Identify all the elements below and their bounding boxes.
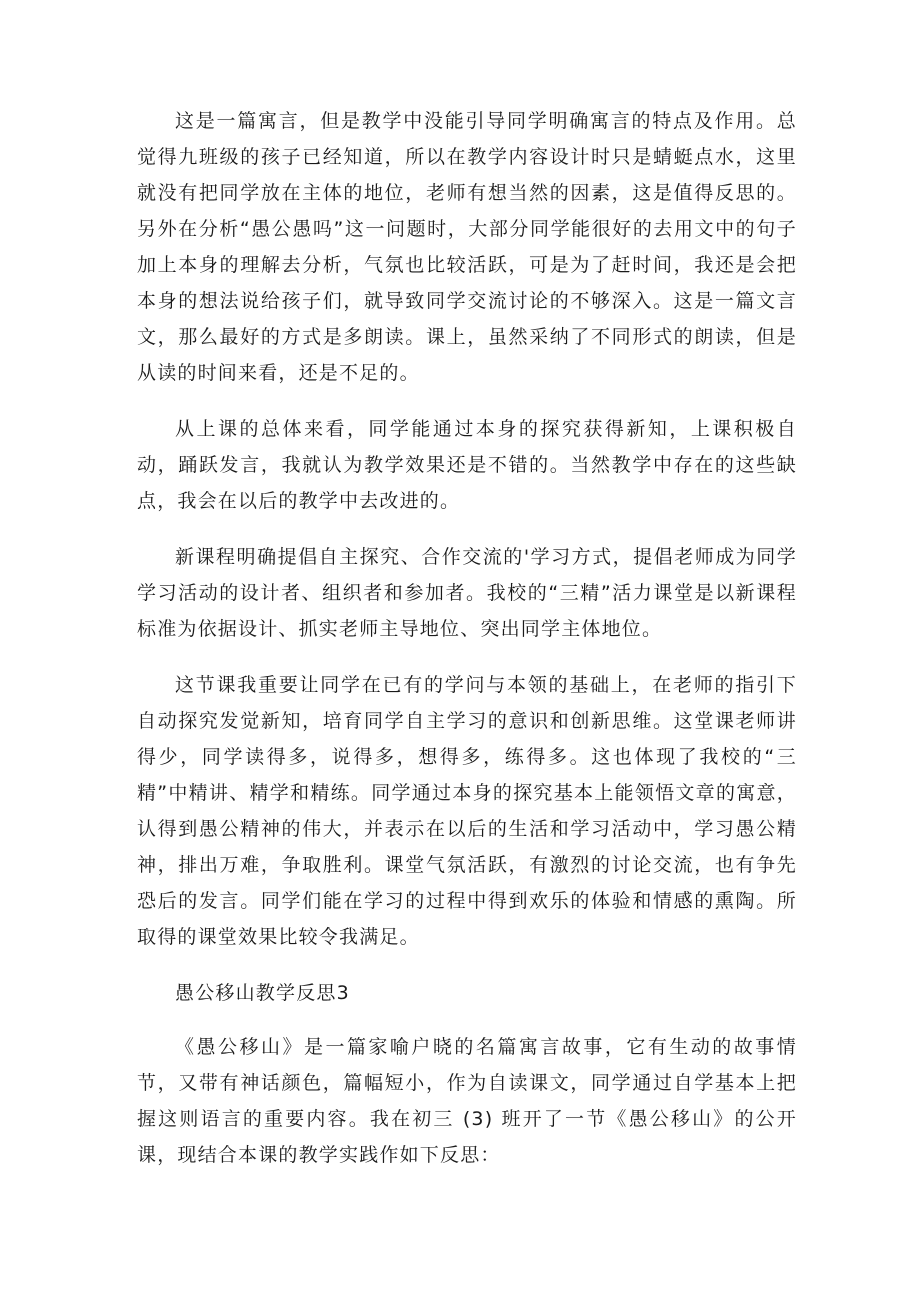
- paragraph-lesson-summary: 这节课我重要让同学在已有的学问与本领的基础上，在老师的指引下自动探究发觉新知，培育同学自主学习的意识和创新思维。这堂课老师讲得少，同学读得多，说得多，想得多，练得多。这也体现了我校的“三精”中精讲、精学和精练。同学通过本身的探究基本上能领悟文章的寓意，认得到愚公精神的伟大，并表示在以后的生活和学习活动中，学习愚公精神，排出万难，争取胜利。课堂气氛活跃，有激烈的讨论交流，也有争先恐后的发言。同学们能在学习的过程中得到欢乐的体验和情感的熏陶。所取得的课堂效果比较令我满足。: [137, 674, 797, 948]
- section-heading: 愚公移山教学反思3: [175, 982, 350, 1004]
- document-body: [137, 103, 797, 1193]
- paragraph-reflection-fable: 这是一篇寓言，但是教学中没能引导同学明确寓言的特点及作用。总觉得九班级的孩子已经知道，所以在教学内容设计时只是蜻蜓点水，这里就没有把同学放在主体的地位，老师有想当然的因素，这是值得反思的。另外在分析“愚公愚吗”这一问题时，大部分同学能很好的去用文中的句子加上本身的理解去分析，气氛也比较活跃，可是为了赶时间，我还是会把本身的想法说给孩子们，就导致同学交流讨论的不够深入。这是一篇文言文，那么最好的方式是多朗读。课上，虽然采纳了不同形式的朗读，但是从读的时间来看，还是不足的。: [137, 110, 797, 384]
- paragraph-new-curriculum: 新课程明确提倡自主探究、合作交流的'学习方式，提倡老师成为同学学习活动的设计者、组织者和参加者。我校的“三精”活力课堂是以新课程标准为依据设计、抓实老师主导地位、突出同学主体地位。: [137, 546, 797, 640]
- paragraph-overall-effect: 从上课的总体来看，同学能通过本身的探究获得新知，上课积极自动，踊跃发言，我就认为教学效果还是不错的。当然教学中存在的这些缺点，我会在以后的教学中去改进的。: [137, 418, 797, 512]
- paragraph-intro-reflection-3: 《愚公移山》是一篇家喻户晓的名篇寓言故事，它有生动的故事情节，又带有神话颜色，篇幅短小，作为自读课文，同学通过自学基本上把握这则语言的重要内容。我在初三 (3) 班开了一节《愚公移山》的公开课，现结合本课的教学实践作如下反思：: [137, 1036, 797, 1166]
